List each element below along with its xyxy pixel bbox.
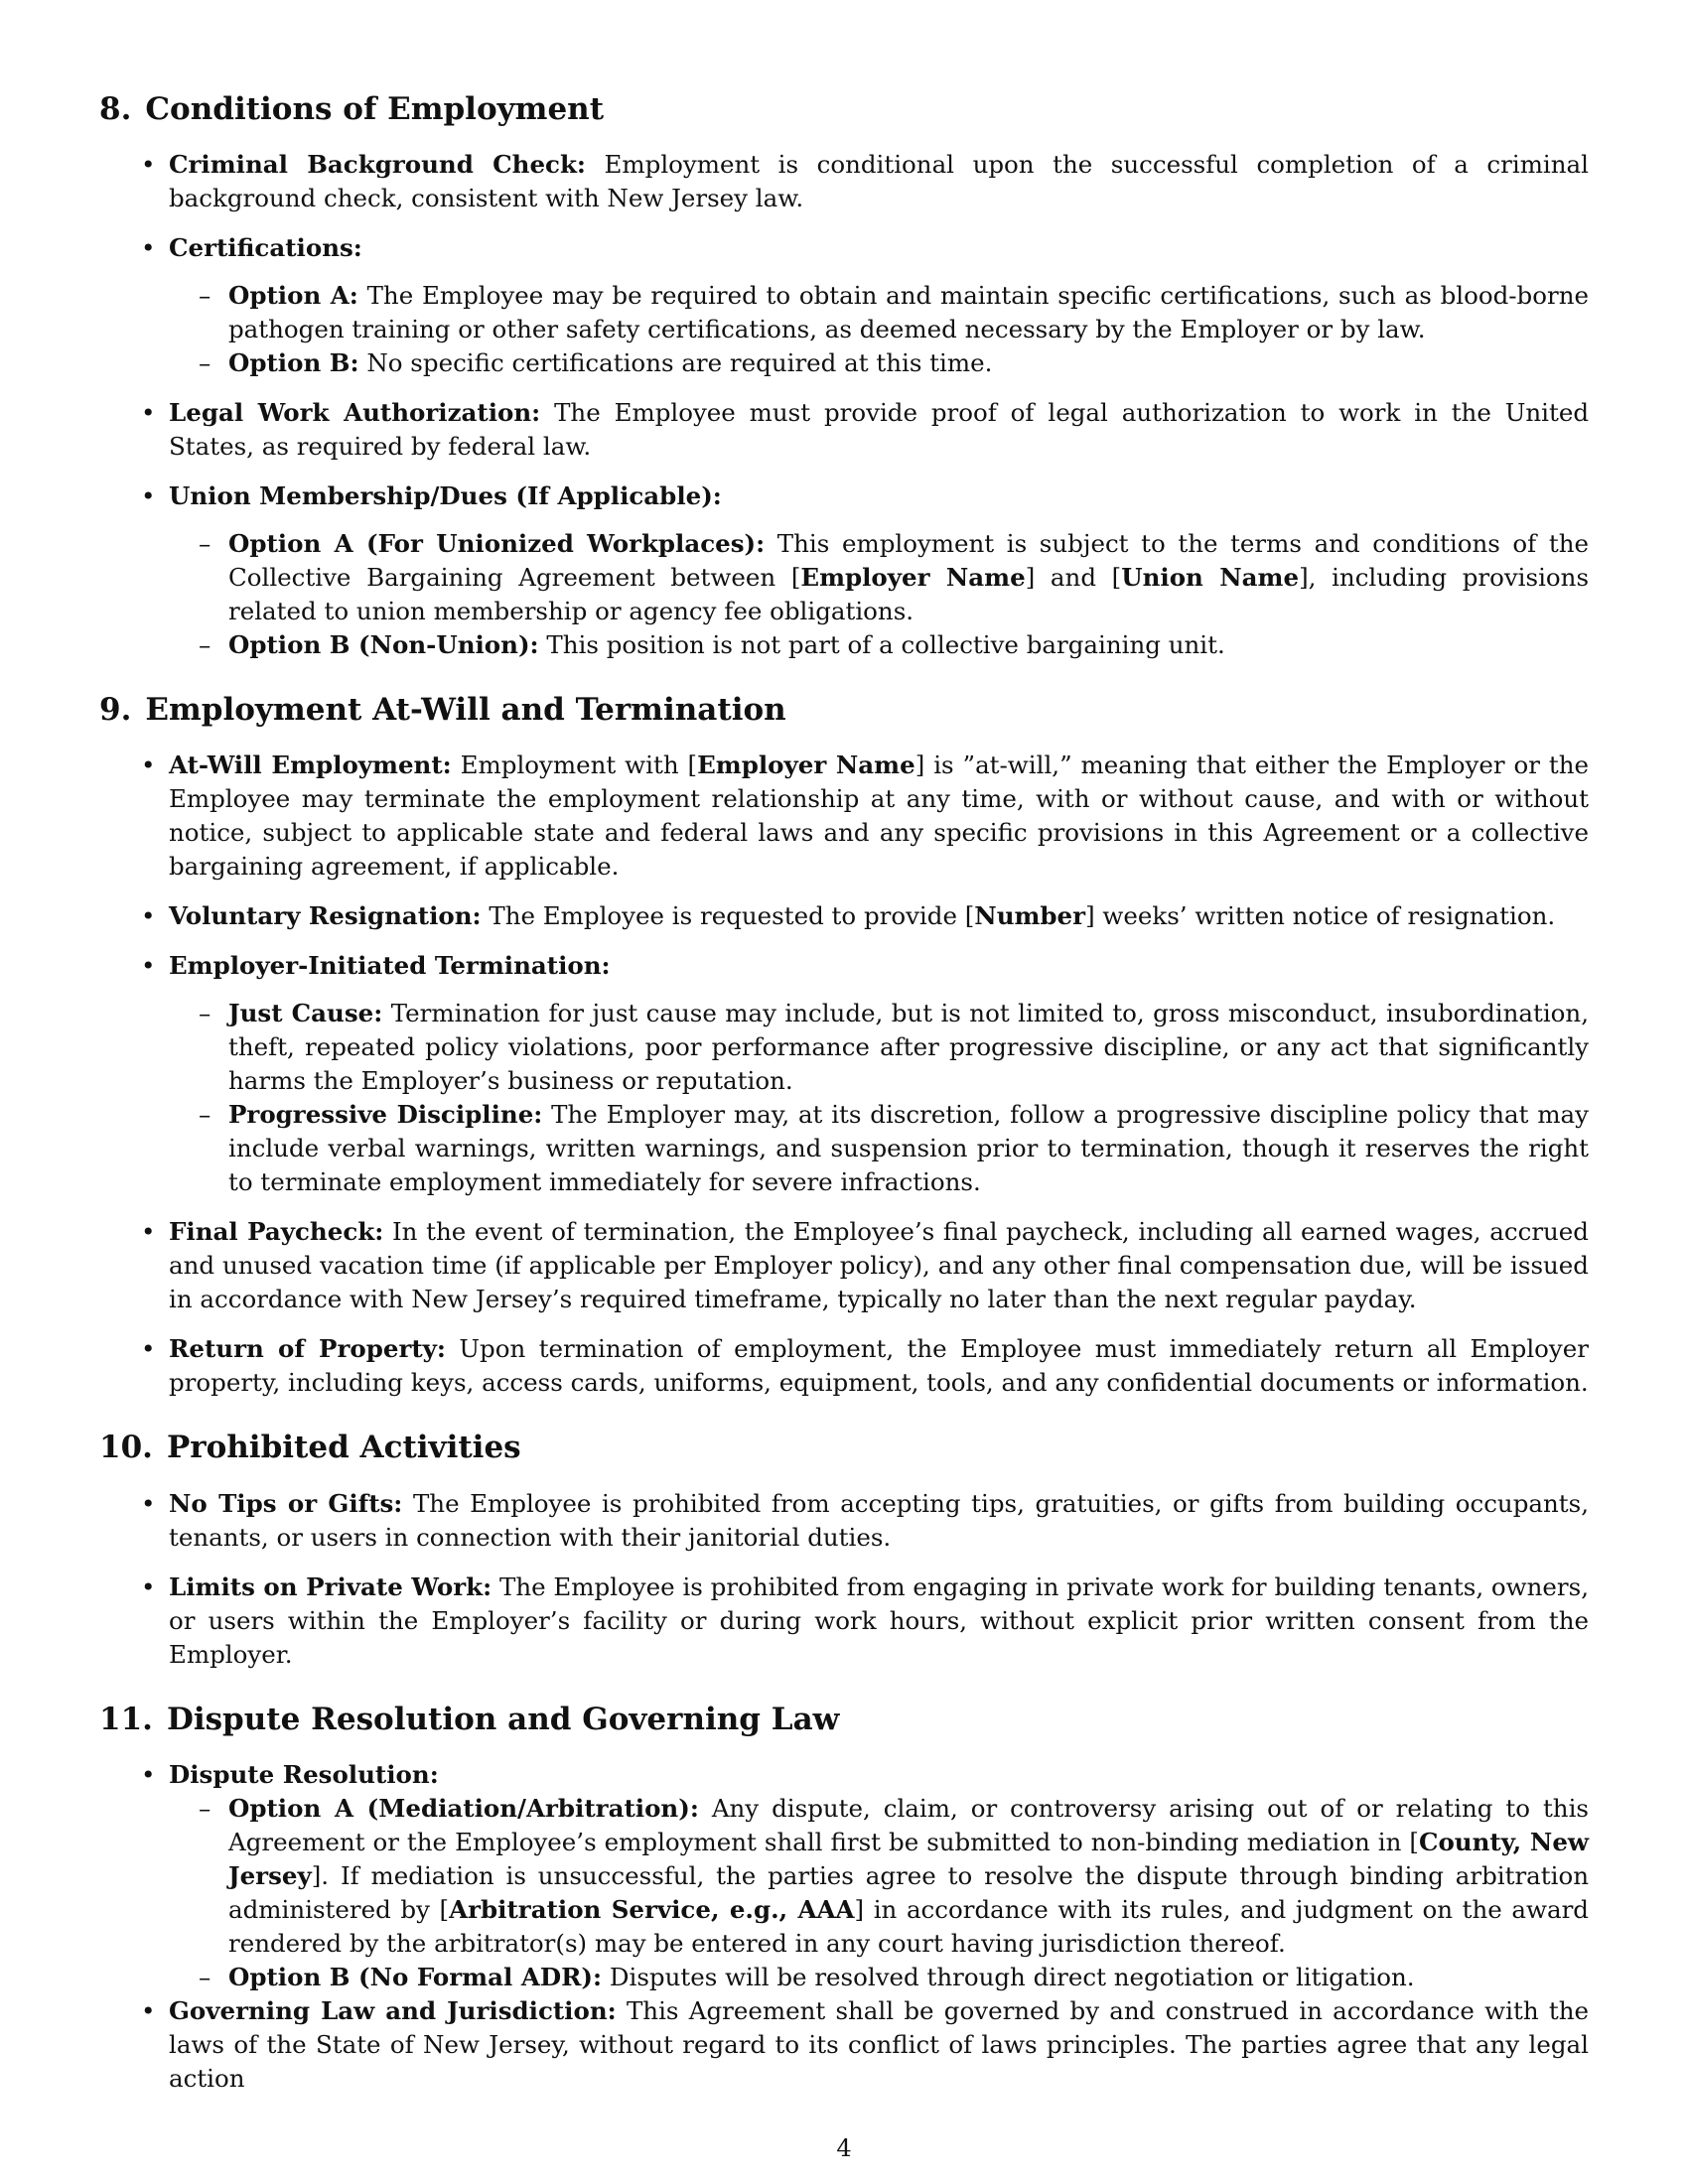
list-item: • Governing Law and Jurisdiction: This Agreement shall be governed by and construed in accordance with the laws of the State of New Jersey, without regard to its conflict of laws principles. The parties agree that any legal action (169, 1994, 1589, 2096)
section-heading: 9. Employment At-Will and Termination (99, 692, 786, 729)
sub-list (169, 279, 1589, 380)
bullet-list (99, 148, 1589, 662)
section-heading: 11. Dispute Resolution and Governing Law (99, 1701, 840, 1737)
list-item: • Union Membership/Dues (If Applicable): – Option A (For Unionized Workplaces): This employment is subject to the terms and conditions of the Collective Bargaining Agreement between [Employer Name] and [Union Name], including provisions related to union membership or agency fee obligations. – Option B (Non-Union): This position is not part of a collective bargaining unit. (169, 479, 1589, 662)
sub-list-item: – Option B (No Formal ADR): Disputes will be resolved through direct negotiation or litigation. (228, 1961, 1589, 1994)
bullet-list (99, 1487, 1589, 1672)
sub-list (169, 527, 1589, 662)
section-heading: 8. Conditions of Employment (99, 91, 605, 127)
sub-list-item: – Option A (Mediation/Arbitration): Any dispute, claim, or controversy arising out of or relating to this Agreement or the Employee’s employment shall first be submitted to non-binding mediation in [County, New Jersey]. If mediation is unsuccessful, the parties agree to resolve the dispute through binding arbitration administered by [Arbitration Service, e.g., AAA] in accordance with its rules, and judgment on the award rendered by the arbitrator(s) may be entered in any court having jurisdiction thereof. (228, 1792, 1589, 1961)
section-9 (99, 692, 1589, 1400)
section-11 (99, 1702, 1589, 2096)
section-10 (99, 1430, 1589, 1671)
list-item: • Limits on Private Work: The Employee is prohibited from engaging in private work for building tenants, owners, or users within the Employer’s facility or during work hours, without explicit prior written consent from the Employer. (169, 1570, 1589, 1672)
list-item: • At-Will Employment: Employment with [Employer Name] is ”at-will,” meaning that either the Employer or the Employee may terminate the employment relationship at any time, with or without cause, and with or without notice, subject to applicable state and federal laws and any specific provisions in this Agreement or a collective bargaining agreement, if applicable. (169, 749, 1589, 884)
sub-list (169, 997, 1589, 1199)
list-item: • Criminal Background Check: Employment is conditional upon the successful completion of a criminal background check, consistent with New Jersey law. (169, 148, 1589, 215)
list-item: • No Tips or Gifts: The Employee is prohibited from accepting tips, gratuities, or gifts from building occupants, tenants, or users in connection with their janitorial duties. (169, 1487, 1589, 1555)
sub-list-item: – Option A: The Employee may be required to obtain and maintain specific certifications, such as blood-borne pathogen training or other safety certifications, as deemed necessary by the Employer or by law. (228, 279, 1589, 346)
bullet-list (99, 749, 1589, 1400)
list-item: • Final Paycheck: In the event of termination, the Employee’s final paycheck, including all earned wages, accrued and unused vacation time (if applicable per Employer policy), and any other final compensation due, will be issued in accordance with New Jersey’s required timeframe, typically no later than the next regular payday. (169, 1215, 1589, 1316)
sub-list-item: – Option B: No specific certifications are required at this time. (228, 346, 1589, 380)
sub-list-item: – Progressive Discipline: The Employer may, at its discretion, follow a progressive discipline policy that may include verbal warnings, written warnings, and suspension prior to termination, though it reserves the right to terminate employment immediately for severe infractions. (228, 1098, 1589, 1199)
sub-list-item: – Just Cause: Termination for just cause may include, but is not limited to, gross misconduct, insubordination, theft, repeated policy violations, poor performance after progressive discipline, or any act that significantly harms the Employer’s business or reputation. (228, 997, 1589, 1098)
sub-list-item: – Option B (Non-Union): This position is not part of a collective bargaining unit. (228, 628, 1589, 662)
sub-list-item: – Option A (For Unionized Workplaces): This employment is subject to the terms and conditions of the Collective Bargaining Agreement between [Employer Name] and [Union Name], including provisions related to union membership or agency fee obligations. (228, 527, 1589, 628)
section-heading: 10. Prohibited Activities (99, 1430, 521, 1466)
list-item: • Voluntary Resignation: The Employee is requested to provide [Number] weeks’ written notice of resignation. (169, 899, 1589, 933)
list-item: • Return of Property: Upon termination of employment, the Employee must immediately return all Employer property, including keys, access cards, uniforms, equipment, tools, and any confidential documents or information. (169, 1332, 1589, 1400)
sub-list (169, 1792, 1589, 1994)
document-page (99, 91, 1589, 2125)
list-item: • Legal Work Authorization: The Employee must provide proof of legal authorization to work in the United States, as required by federal law. (169, 396, 1589, 464)
list-item: • Dispute Resolution: – Option A (Mediation/Arbitration): Any dispute, claim, or controversy arising out of or relating to this Agreement or the Employee’s employment shall first be submitted to non-binding mediation in [County, New Jersey]. If mediation is unsuccessful, the parties agree to resolve the dispute through binding arbitration administered by [Arbitration Service, e.g., AAA] in accordance with its rules, and judgment on the award rendered by the arbitrator(s) may be entered in any court having jurisdiction thereof. – Option B (No Formal ADR): Disputes will be resolved through direct negotiation or litigation. (169, 1758, 1589, 1994)
bullet-list (99, 1758, 1589, 2096)
page-number: 4 (836, 2134, 852, 2162)
list-item: • Certifications: – Option A: The Employee may be required to obtain and maintain specific certifications, such as blood-borne pathogen training or other safety certifications, as deemed necessary by the Employer or by law. – Option B: No specific certifications are required at this time. (169, 231, 1589, 380)
section-8 (99, 91, 1589, 662)
list-item: • Employer-Initiated Termination: – Just Cause: Termination for just cause may include, but is not limited to, gross misconduct, insubordination, theft, repeated policy violations, poor performance after progressive discipline, or any act that significantly harms the Employer’s business or reputation. – Progressive Discipline: The Employer may, at its discretion, follow a progressive discipline policy that may include verbal warnings, written warnings, and suspension prior to termination, though it reserves the right to terminate employment immediately for severe infractions. (169, 949, 1589, 1199)
